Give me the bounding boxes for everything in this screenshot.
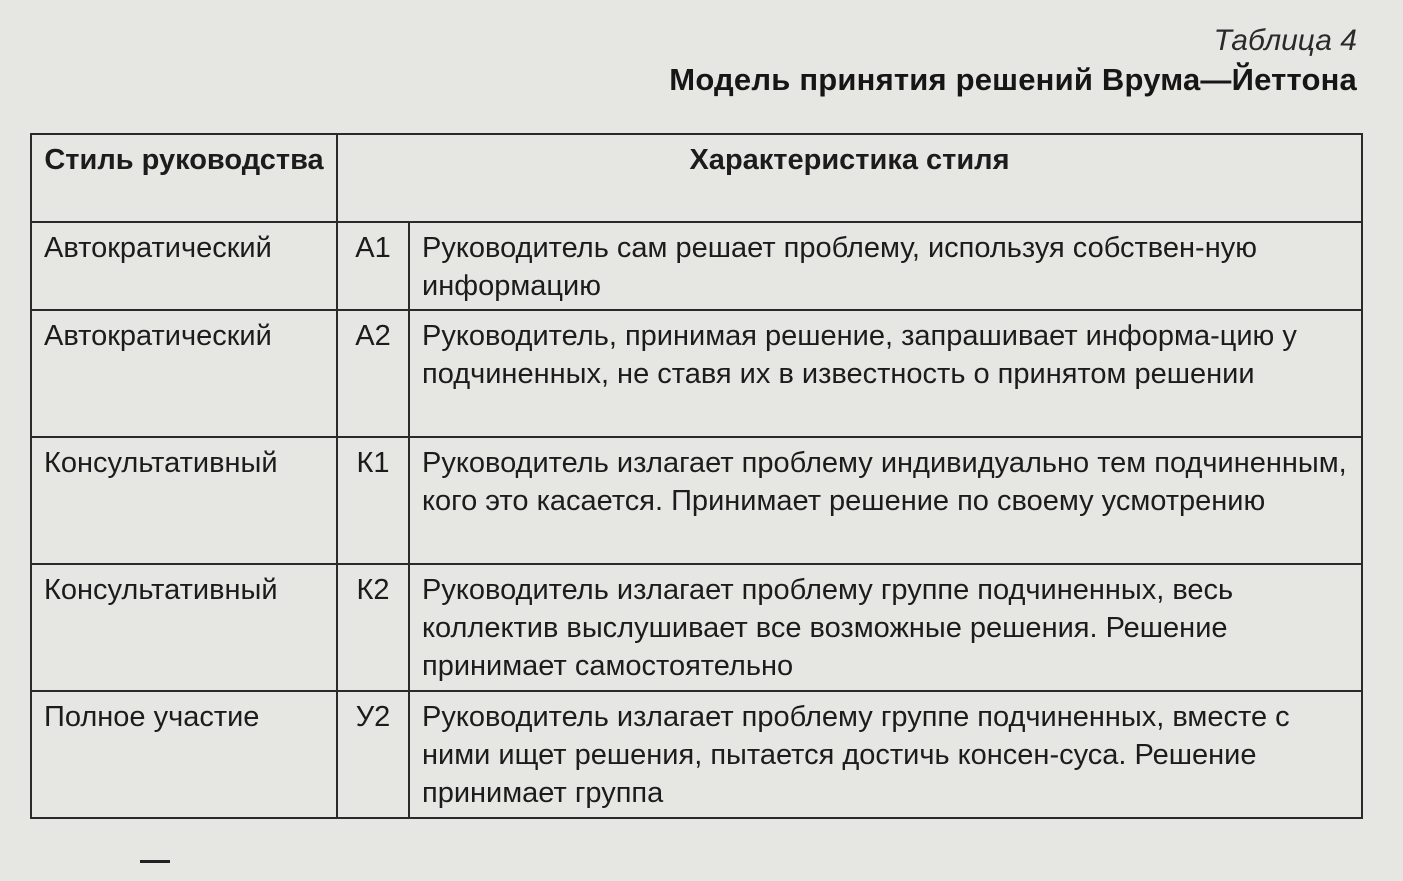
- row-description: Руководитель излагает проблему группе подчиненных, весь коллектив выслушивает все возможные решения. Решение принимает самостоятельно: [409, 564, 1362, 691]
- row-code: А1: [337, 222, 409, 310]
- table-number: Таблица 4: [1213, 24, 1357, 57]
- table-header-row: [31, 134, 1362, 222]
- row-code: У2: [337, 691, 409, 818]
- row-style: Автократический: [31, 222, 337, 310]
- row-style: Консультативный: [31, 437, 337, 564]
- table-title: Модель принятия решений Врума—Йеттона: [669, 62, 1357, 97]
- row-style: Полное участие: [31, 691, 337, 818]
- decision-model-table: [30, 133, 1363, 819]
- header-characteristic: Характеристика стиля: [337, 134, 1362, 222]
- table-row: [31, 222, 1362, 310]
- row-description: Руководитель излагает проблему группе подчиненных, вместе с ними ищет решения, пытается достичь консен-суса. Решение принимает группа: [409, 691, 1362, 818]
- header-style: Стиль руководства: [31, 134, 337, 222]
- row-description: Руководитель, принимая решение, запрашивает информа-цию у подчиненных, не ставя их в известность о принятом решении: [409, 310, 1362, 437]
- row-code: К2: [337, 564, 409, 691]
- row-style: Автократический: [31, 310, 337, 437]
- row-description: Руководитель сам решает проблему, используя собствен-ную информацию: [409, 222, 1362, 310]
- table-row: [31, 564, 1362, 691]
- table-row: [31, 310, 1362, 437]
- table-row: [31, 437, 1362, 564]
- table-row: [31, 691, 1362, 818]
- row-code: К1: [337, 437, 409, 564]
- row-code: А2: [337, 310, 409, 437]
- row-description: Руководитель излагает проблему индивидуально тем подчиненным, кого это касается. Принимает решение по своему усмотрению: [409, 437, 1362, 564]
- row-style: Консультативный: [31, 564, 337, 691]
